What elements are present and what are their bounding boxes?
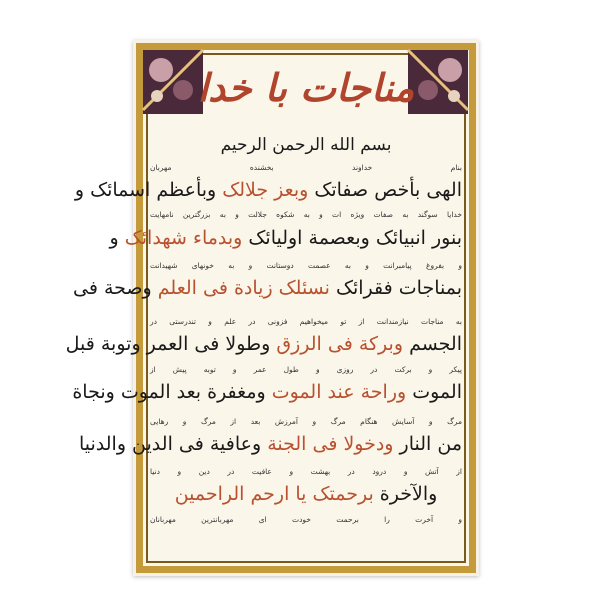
- arabic-text: و: [109, 227, 119, 249]
- translation-line: مرگ و آسایش هنگام مرگ و آمرزش بعد از مرگ و رهایی: [150, 417, 462, 426]
- arabic-text: بنور انبیائک وبعصمة اولیائک: [248, 227, 462, 249]
- arabic-text: وبأعظم اسمائک و: [74, 179, 217, 201]
- translation-line: بنام خداوند بخشنده مهربان: [150, 163, 462, 172]
- arabic-text: الجسم: [409, 333, 462, 355]
- page-title: مناجات با خدا: [197, 65, 415, 110]
- content-area: [65, 55, 462, 559]
- arabic-highlight: نسئلک زیادة فی العلم: [157, 277, 330, 299]
- translation-line: خدایا سوگند به صفات ویژه ات و به شکوه جلالت و به بزرگترین نامهایت: [150, 210, 462, 219]
- arabic-highlight: برحمتک یا ارحم الراحمین: [174, 483, 374, 505]
- arabic-text: وطولا فی العمر وتوبة قبل: [65, 333, 271, 355]
- arabic-highlight: ودخولا فی الجنة: [267, 433, 394, 455]
- arabic-highlight: وبدماء شهدائک: [124, 227, 243, 249]
- arabic-line: [78, 433, 462, 455]
- arabic-line: [65, 333, 462, 355]
- arabic-text: من النار: [399, 433, 462, 455]
- basmala: بسم الله الرحمن الرحیم: [220, 135, 392, 155]
- arabic-text: الموت: [412, 381, 462, 403]
- translation-line: و بفروغ پیامبرانت و به عصمت دوستانت و به خونهای شهیدانت: [150, 261, 462, 270]
- arabic-text: الهی بأخص صفاتک: [314, 179, 462, 201]
- arabic-line: [109, 227, 462, 249]
- arabic-line: [74, 179, 462, 201]
- arabic-text: وعافیة فی الدین والدنیا: [78, 433, 262, 455]
- arabic-highlight: وبعز جلالک: [222, 179, 309, 201]
- arabic-text: بمناجات فقرائک: [335, 277, 462, 299]
- arabic-text: وصحة فی: [73, 277, 152, 299]
- arabic-highlight: وراحة عند الموت: [271, 381, 407, 403]
- translation-line: به مناجات نیازمندانت از تو میخواهیم فزونی در علم و تندرستی در: [150, 317, 462, 326]
- arabic-text: والآخرة: [379, 483, 438, 505]
- translation-line: و آخرت را برحمت خودت ای مهربانترین مهربانان: [150, 515, 462, 524]
- arabic-line: [72, 381, 462, 403]
- translation-line: از آتش و درود در بهشت و عافیت در دین و دنیا: [150, 467, 462, 476]
- arabic-text: ومغفرة بعد الموت ونجاة: [72, 381, 266, 403]
- arabic-line: [73, 277, 462, 299]
- arabic-line: [150, 483, 462, 505]
- translation-line: پیکر و برکت در روزی و طول عمر و توبه پیش از: [150, 365, 462, 374]
- arabic-highlight: وبرکة فی الرزق: [276, 333, 404, 355]
